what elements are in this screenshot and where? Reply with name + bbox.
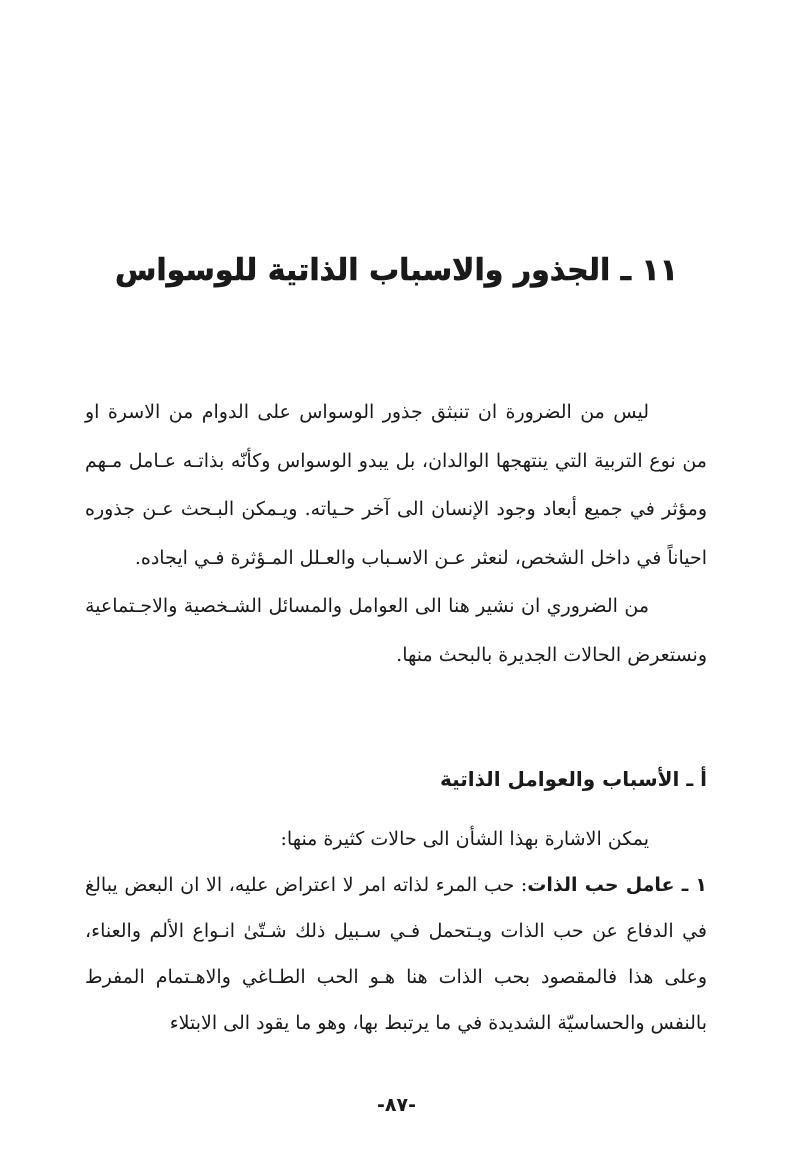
section-heading-text: أ ـ الأسباب والعوامل الذاتية xyxy=(439,767,707,791)
list-item-1-text: : حب المرء لذاته امر لا اعتراض عليه، الا ان البعض يبالغ في الدفاع عن حب الذات ويـتحمل فـي سـبيل ذلك شـتّىٰ انـواع الألم والعناء، وعلى هذا فالمقصود بحب الذات هنا هـو الحب الطـاغي والاهـتمام المفرط بالنفس والحساسيّة الشديدة في ما يرتبط بها، وهو ما يقود الى الابتلاء xyxy=(85,874,707,1034)
section-heading xyxy=(85,748,707,810)
intro-paragraph-1: ليس من الضرورة ان تنبثق جذور الوسواس على الدوام من الاسرة او من نوع التربية التي ينتهجها الوالدان، بل يبدو الوسواس وكأنّه بذاتـه عـامل مـهم ومؤثر في جميع أبعاد وجود الإنسان الى آخر حـياته. ويـمكن البـحث عـن جذوره احياناً في داخل الشخص، لنعثر عـن الاسـباب والعـلل المـؤثرة فـي ايجاده. xyxy=(85,401,707,569)
list-item-1 xyxy=(85,862,707,1046)
section-lead: يمكن الاشارة بهذا الشأن الى حالات كثيرة منها: xyxy=(280,828,649,850)
intro-section xyxy=(85,388,707,679)
intro-paragraph-2: من الضروري ان نشير هنا الى العوامل والمسائل الشـخصية والاجـتماعية ونستعرض الحالات الجديرة بالبحث منها. xyxy=(85,595,707,666)
chapter-title: ١١ ـ الجذور والاسباب الذاتية للوسواس xyxy=(114,253,679,288)
page-number: -٨٧- xyxy=(377,1094,416,1116)
list-item-1-label: ١ ـ عامل حب الذات xyxy=(527,874,707,896)
section-a xyxy=(85,748,707,1046)
